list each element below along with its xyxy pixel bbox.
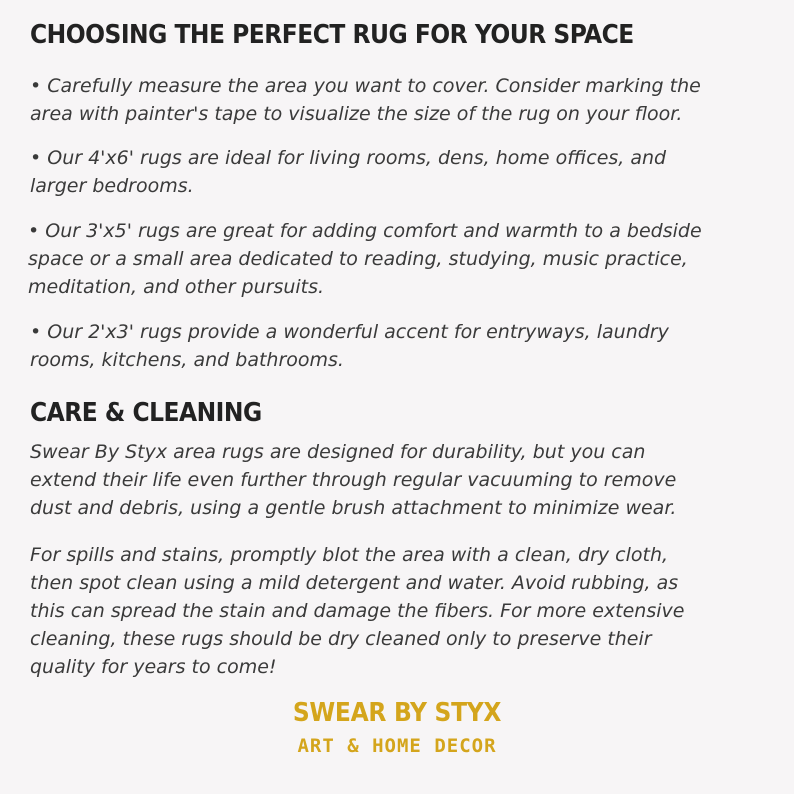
care-heading: CARE & CLEANING [30, 398, 262, 428]
paragraph-line: quality for years to come! [30, 656, 277, 678]
bullet-line: • Carefully measure the area you want to cover. Consider marking the [30, 75, 701, 97]
bullet-3x5-rugs [28, 217, 702, 301]
bullet-4x6-rugs [30, 144, 666, 200]
bullet-line: area with painter's tape to visualize the size of the rug on your floor. [30, 103, 683, 125]
care-paragraph-durability [30, 438, 676, 522]
bullet-line: space or a small area dedicated to reading, studying, music practice, [28, 248, 688, 270]
bullet-measure [30, 72, 701, 128]
paragraph-line: extend their life even further through regular vacuuming to remove [30, 469, 677, 491]
bullet-line: • Our 4'x6' rugs are ideal for living rooms, dens, home offices, and [30, 147, 667, 169]
paragraph-line: then spot clean using a mild detergent and water. Avoid rubbing, as [30, 572, 679, 594]
brand-tagline: ART & HOME DECOR [297, 735, 497, 757]
bullet-line: larger bedrooms. [30, 175, 194, 197]
paragraph-line: For spills and stains, promptly blot the area with a clean, dry cloth, [30, 544, 669, 566]
care-paragraph-spills [30, 541, 684, 681]
paragraph-line: Swear By Styx area rugs are designed for durability, but you can [30, 441, 646, 463]
bullet-2x3-rugs [30, 318, 669, 374]
choosing-heading: CHOOSING THE PERFECT RUG FOR YOUR SPACE [30, 20, 634, 50]
bullet-line: • Our 3'x5' rugs are great for adding comfort and warmth to a bedside [28, 220, 702, 242]
paragraph-line: cleaning, these rugs should be dry cleaned only to preserve their [30, 628, 652, 650]
paragraph-line: this can spread the stain and damage the fibers. For more extensive [30, 600, 685, 622]
brand-name: SWEAR BY STYX [292, 698, 502, 728]
paragraph-line: dust and debris, using a gentle brush attachment to minimize wear. [30, 497, 677, 519]
bullet-line: • Our 2'x3' rugs provide a wonderful accent for entryways, laundry [30, 321, 669, 343]
bullet-line: rooms, kitchens, and bathrooms. [30, 349, 344, 371]
bullet-line: meditation, and other pursuits. [28, 276, 325, 298]
